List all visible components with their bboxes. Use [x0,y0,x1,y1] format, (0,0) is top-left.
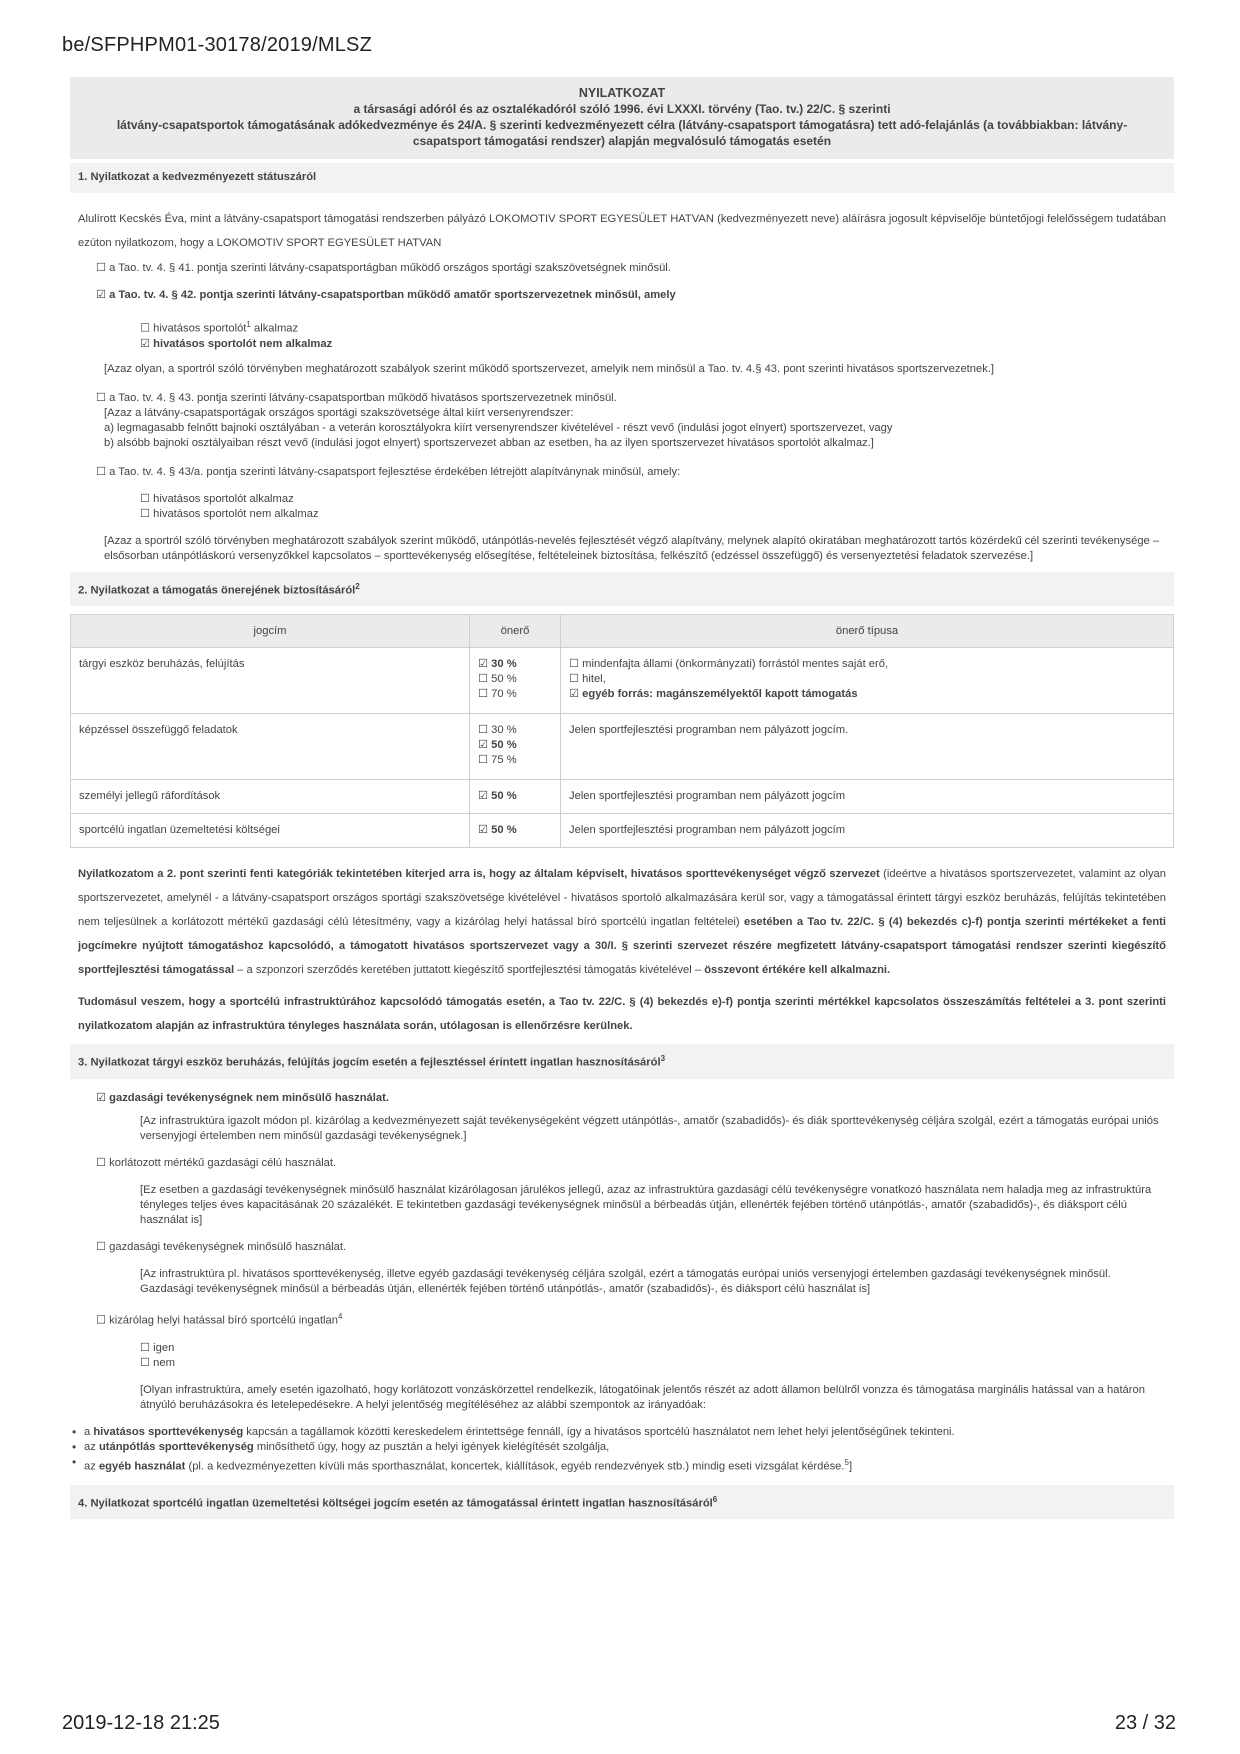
list-item [70,1440,1174,1455]
criteria-2-pre: az [84,1440,99,1453]
criteria-3-pre: az [84,1460,99,1473]
note-42: [Azaz olyan, a sportról szóló törvényben meghatározott szabályok szerint működő sportszervezet, amelyik nem minősül a Tao. tv. 4.§ 43. pont szerinti hivatásos sportszervezetnek.] [104,362,995,375]
option-42-employs-pro-suffix: alkalmaz [250,322,299,335]
criteria-3-bold: egyéb használat [98,1460,186,1473]
footnote-ref-1: 1 [246,320,251,329]
footnote-ref-6: 6 [712,1494,718,1504]
table-header-row [71,615,1174,648]
column-header-onero-tipusa: önerő típusa [561,615,1174,648]
table-row [71,648,1174,714]
declaration-paragraph-1 [70,862,1174,982]
section-3-heading [70,1044,1174,1079]
title-main: NYILATKOZAT [578,86,666,100]
note-43-line-a: a) legmagasabb felnőtt bajnoki osztályában - a veterán korosztályokra kiírt versenyrendszer kivételével - részt vevő (indulási jogot elnyert) sportszervezet, vagy [104,421,893,434]
onero-option[interactable]: ☑ 30 % [478,658,517,671]
note-43-line-b: b) alsóbb bajnoki osztályaiban részt vevő (indulási jogot elnyert) sportszervezet abban az esetben, ha az ilyen sportszervezet hivatásos sportolót alkalmaz.] [104,436,874,449]
onero-option[interactable]: ☐ 70 % [478,688,517,701]
usage-option-economic[interactable]: ☐ gazdasági tevékenységnek minősülő használat. [96,1241,347,1254]
list-item [70,1425,1174,1440]
criteria-1-pre: a [84,1425,94,1438]
section-1-intro: Alulírott Kecskés Éva, mint a látvány-csapatsport támogatási rendszerben pályázó LOKOMOTIV SPORT EGYESÜLET HATVAN (kedvezményezett neve) aláírásra jogosult képviselője büntetőjogi felelősségem tudatában ezúton nyilatkozom, hogy a LOKOMOTIV SPORT EGYESÜLET HATVAN [78,213,1166,249]
cell-onero-tipusa [561,648,1174,714]
status-option-43[interactable]: ☐ a Tao. tv. 4. § 43. pontja szerinti látvány-csapatsportban működő hivatásos sportszervezetnek minősül. [96,391,617,404]
column-header-onero: önerő [470,615,561,648]
usage-option-non-economic[interactable]: ☑ gazdasági tevékenységnek nem minősülő használat. [96,1092,389,1105]
note-43-line-1: [Azaz a látvány-csapatsportágak országos sportági szakszövetsége által kiírt versenyrendszer: [104,406,574,419]
option-43a-employs-pro[interactable]: ☐ hivatásos sportolót alkalmaz [140,492,294,505]
cell-jogcim: személyi jellegű ráfordítások [71,780,470,814]
decl1-bold-3: összevont értékére kell alkalmazni. [704,964,891,977]
criteria-3-post: (pl. a kedvezményezetten kívüli más sporthasználat, koncertek, kiállítások, egyéb rendezvények stb.) mindig eseti vizsgálat kérdése. [185,1460,845,1473]
section-4-heading-text: 4. Nyilatkozat sportcélú ingatlan üzemeltetési költségei jogcím esetén az támogatással érintett ingatlan hasznosításáról [78,1497,713,1510]
tipus-option[interactable]: ☐ mindenfajta állami (önkormányzati) forrástól mentes saját erő, [569,658,889,671]
cell-jogcim: sportcélú ingatlan üzemeltetési költségei [71,814,470,848]
local-impact-yes[interactable]: ☐ igen [140,1341,175,1354]
cell-onero [470,714,561,780]
onero-option[interactable]: ☐ 50 % [478,673,517,686]
tipus-option[interactable]: ☐ hitel, [569,673,606,686]
local-impact-note: [Olyan infrastruktúra, amely esetén igazolható, hogy korlátozott vonzáskörzettel rendelkezik, látogatóinak jelentős részét az adott államon belülről vonzza és támogatása marginális hatással van a határon átnyúló beruházásokra és letelepedésekre. A helyi jelentőség megítéléséhez az alábbi szempontok az irányadóak: [140,1383,1145,1411]
declaration-page [70,77,1174,1519]
usage-option-local-impact[interactable] [96,1309,1174,1329]
status-option-43a[interactable]: ☐ a Tao. tv. 4. § 43/a. pontja szerinti látvány-csapatsport fejlesztése érdekében létrejött alapítványnak minősül, amely: [96,465,681,478]
status-option-41[interactable]: ☐ a Tao. tv. 4. § 41. pontja szerinti látvány-csapatsportágban működő országos sportági szakszövetségnek minősül. [96,262,671,274]
table-row [71,814,1174,848]
declaration-paragraph-2: Tudomásul veszem, hogy a sportcélú infrastruktúrához kapcsolódó támogatás esetén, a Tao tv. 22/C. § (4) bekezdés e)-f) pontja szerinti mértékkel kapcsolatos összeszámítás feltételei a 3. pont szerinti nyilatkozatom alapján az infrastruktúra tényleges használata során, utólagosan is ellenőrzésre kerülnek. [78,996,1166,1033]
section-2-heading [70,572,1174,607]
usage-note-economic: [Az infrastruktúra pl. hivatásos sporttevékenység, illetve egyéb gazdasági tevékenység céljára szolgál, ezért a támogatás európai uniós versenyjogi értelemben gazdasági tevékenységnek minősül. Gazdasági tevékenységnek minősül a bérbeadás útján, ellenérték fejében történő utánpótlás-, amatőr (szabadidős)-, és diáksport célú használat is] [140,1268,1111,1296]
cell-onero [470,648,561,714]
table-row [71,714,1174,780]
onero-option[interactable]: ☑ 50 % [478,739,517,752]
tipus-option[interactable]: ☑ egyéb forrás: magánszemélyektől kapott támogatás [569,688,858,701]
column-header-jogcim: jogcím [71,615,470,648]
cell-jogcim: képzéssel összefüggő feladatok [71,714,470,780]
footer-datetime: 2019-12-18 21:25 [62,1712,220,1734]
section-2-heading-text: 2. Nyilatkozat a támogatás önerejének biztosításáról [78,584,356,597]
declaration-title-box [70,77,1174,159]
criteria-1-post: kapcsán a tagállamok közötti kereskedelem érintettsége fennáll, így a hivatásos sportcélú használatot nem lehet helyi jelentőségűnek tekinteni. [243,1425,955,1438]
criteria-2-bold: utánpótlás sporttevékenység [98,1440,254,1453]
footer-page-number: 23 / 32 [1114,1712,1176,1734]
cell-onero[interactable]: ☑ 50 % [470,814,561,848]
option-42-no-pro[interactable]: ☑ hivatásos sportolót nem alkalmaz [140,337,333,350]
cell-jogcim: tárgyi eszköz beruházás, felújítás [71,648,470,714]
cell-onero-tipusa: Jelen sportfejlesztési programban nem pályázott jogcím [561,780,1174,814]
document-id: be/SFPHPM01-30178/2019/MLSZ [62,34,373,56]
own-contribution-table [70,614,1174,848]
usage-note-non-economic: [Az infrastruktúra igazolt módon pl. kizárólag a kedvezményezett saját tevékenységeként végzett utánpótlás-, amatőr (szabadidős)- és diák sporttevékenység céljára szolgál, ezért a támogatás európai uniós versenyjogi értelemben nem minősül gazdasági tevékenységnek.] [140,1115,1159,1143]
local-impact-criteria-list [70,1425,1174,1475]
decl1-text-1: (ideértve a hivatásos sportszervezetet, valamint az olyan sportszervezetet, amelynél - a látvány-csapatsport országos sportági szakszövetsége kivételével - hivatásos sportoló alkalmazására kerül sor, vagy a támogatással érintett tárgyi eszköz beruházás, felújítás tekintetében nem teljesülnek a korlátozott mértékű gazdasági célú létesítmény, vagy a kizárólag helyi hatással bíró sportcélú ingatlan feltételei) [78,868,1166,929]
table-row [71,780,1174,814]
cell-onero-tipusa: Jelen sportfejlesztési programban nem pályázott jogcím [561,814,1174,848]
decl1-bold-1: Nyilatkozatom a 2. pont szerinti fenti kategóriák tekintetében kiterjed arra is, hogy az általam képviselt, hivatásos sporttevékenységet végző szervezet [78,868,880,881]
footnote-ref-3: 3 [660,1054,666,1064]
cell-onero-tipusa: Jelen sportfejlesztési programban nem pályázott jogcím. [561,714,1174,780]
usage-note-limited-economic: [Ez esetben a gazdasági tevékenységnek minősülő használat kizárólagosan járulékos jellegű, azaz az infrastruktúra gazdasági célú tevékenységre vonatkozó használata nem haladja meg az infrastruktúra tényleges teljes éves kapacitásának 20 százalékét. E tekintetben gazdasági tevékenységnek minősül a bérbeadás útján, ellenérték fejében történő utánpótlás-, amatőr (szabadidős)-, és diáksport célú használat is] [140,1184,1152,1227]
onero-option[interactable]: ☐ 75 % [478,754,517,767]
footnote-ref-2: 2 [355,581,360,591]
option-42-employs-pro[interactable] [140,317,1174,337]
option-42-employs-pro-text: ☐ hivatásos sportolót [140,322,247,335]
criteria-2-post: minősíthető úgy, hogy az pusztán a helyi igények kielégítését szolgálja, [253,1440,610,1453]
local-impact-no[interactable]: ☐ nem [140,1356,175,1369]
section-4-heading [70,1485,1174,1520]
status-option-42[interactable]: ☑ a Tao. tv. 4. § 42. pontja szerinti látvány-csapatsportban működő amatőr sportszervezetnek minősül, amely [96,289,676,301]
title-line-3: látvány-csapatsportok támogatásának adókedvezménye és 24/A. § szerinti kedvezményezett célra (látvány-csapatsport támogatásra) tett adó-felajánlás (a továbbiakban: látvány-csapatsport támogatási rendszer) alapján megvalósuló támogatás esetén [116,118,1128,148]
usage-option-limited-economic[interactable]: ☐ korlátozott mértékű gazdasági célú használat. [96,1157,337,1170]
section-3-heading-text: 3. Nyilatkozat tárgyi eszköz beruházás, felújítás jogcím esetén a fejlesztéssel érintett ingatlan hasznosításáról [78,1057,661,1070]
footnote-ref-4: 4 [338,1312,343,1322]
title-line-2: a társasági adóról és az osztalékadóról szóló 1996. évi LXXXI. törvény (Tao. tv.) 22/C. § szerinti [353,102,891,116]
decl1-bold-2: esetében a Tao tv. 22/C. § (4) bekezdés c)-f) pontja szerinti mértékeket a fenti jogcímekre nyújtott támogatáshoz kapcsolódó, a támogatott hivatásos sportszervezet vagy a 30/I. § szerinti szervezet részére megfizetett látvány-csapatsport támogatási rendszer szerinti kiegészítő sportfejlesztési támogatással [78,916,1166,977]
criteria-1-bold: hivatásos sporttevékenység [93,1425,244,1438]
footnote-ref-5: 5 [844,1457,849,1467]
usage-option-local-impact-text: ☐ kizárólag helyi hatással bíró sportcélú ingatlan [96,1314,338,1327]
note-43a: [Azaz a sportról szóló törvényben meghatározott szabályok szerint működő, utánpótlás-nevelés fejlesztését végző alapítvány, melynek alapító okiratában meghatározott tartós közérdekű cél szerinti tevékenysége – elsősorban utánpótláskorú versenyzőkkel kapcsolatos – sporttevékenység elősegítése, feltételeinek biztosítása, felkészítő (edzéssel összefüggő) és versenyeztetési feladatok szervezése.] [104,534,1160,562]
criteria-3-end: ] [848,1460,853,1473]
option-43a-no-pro[interactable]: ☐ hivatásos sportolót nem alkalmaz [140,507,319,520]
cell-onero[interactable]: ☑ 50 % [470,780,561,814]
list-item [70,1455,1174,1475]
onero-option[interactable]: ☐ 30 % [478,724,517,737]
section-1-heading: 1. Nyilatkozat a kedvezményezett státuszáról [70,163,1174,193]
decl1-text-2: – a szponzori szerződés keretében juttatott kiegészítő sportfejlesztési támogatás kivételével – [234,964,705,977]
